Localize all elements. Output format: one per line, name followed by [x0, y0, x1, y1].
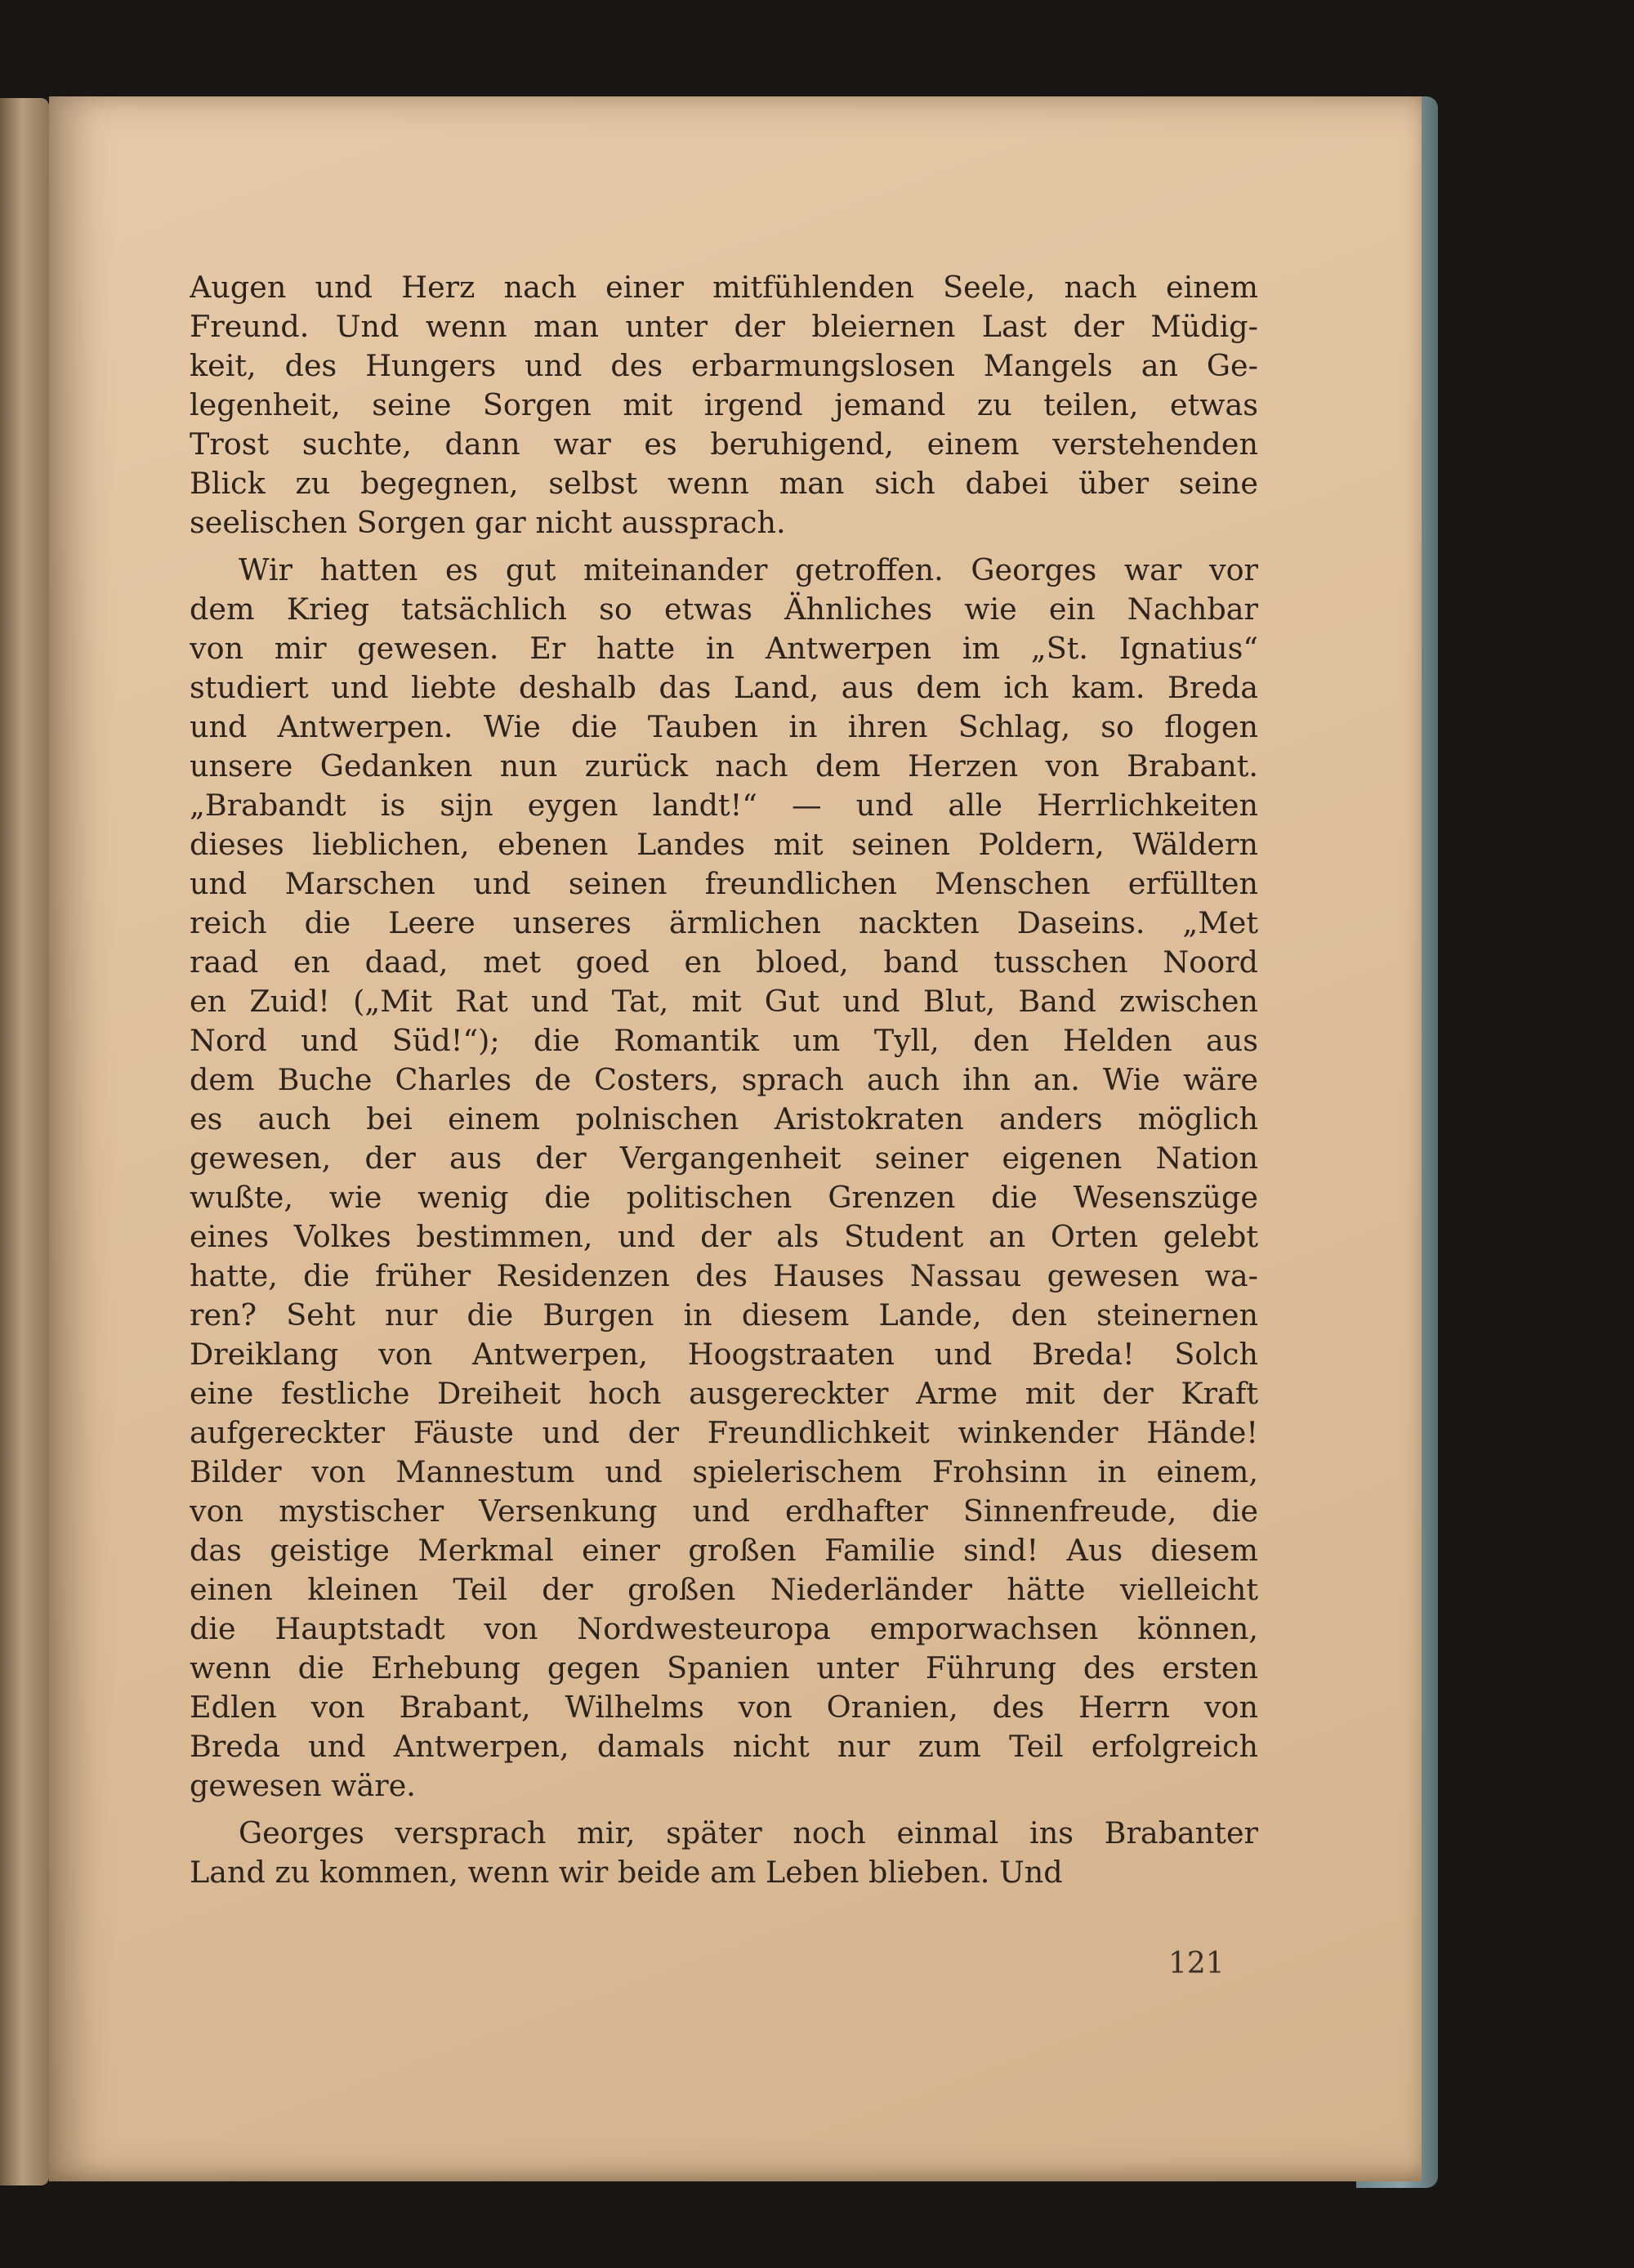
book-page — [49, 96, 1422, 2181]
text-line: Georges versprach mir, später noch einmal ins Brabanter — [239, 1815, 1258, 1851]
page-body-text — [190, 268, 1258, 1900]
text-line: das geistige Merkmal einer großen Familie sind! Aus diesem — [190, 1533, 1258, 1568]
text-line: studiert und liebte deshalb das Land, aus dem ich kam. Breda — [190, 670, 1258, 705]
text-line: eines Volkes bestimmen, und der als Student an Orten gelebt — [190, 1219, 1258, 1254]
text-line: gewesen wäre. — [190, 1768, 416, 1803]
text-line: Nord und Süd!“); die Romantik um Tyll, den Helden aus — [190, 1023, 1258, 1058]
text-line: Breda und Antwerpen, damals nicht nur zum Teil erfolgreich — [190, 1729, 1258, 1764]
text-line: keit, des Hungers und des erbarmungslosen Mangels an Ge- — [190, 348, 1258, 383]
text-line: es auch bei einem polnischen Aristokraten anders möglich — [190, 1101, 1258, 1136]
paragraph — [190, 551, 1258, 1806]
text-line: Land zu kommen, wenn wir beide am Leben blieben. Und — [190, 1855, 1063, 1890]
text-line: Augen und Herz nach einer mitfühlenden Seele, nach einem — [190, 270, 1258, 305]
text-line: wenn die Erhebung gegen Spanien unter Führung des ersten — [190, 1650, 1258, 1685]
text-line: unsere Gedanken nun zurück nach dem Herzen von Brabant. — [190, 748, 1258, 784]
text-line: die Hauptstadt von Nordwesteuropa emporwachsen können, — [190, 1611, 1258, 1646]
text-line: gewesen, der aus der Vergangenheit seiner eigenen Nation — [190, 1141, 1258, 1176]
text-line: ren? Seht nur die Burgen in diesem Lande, den steinernen — [190, 1297, 1258, 1333]
text-line: und Marschen und seinen freundlichen Menschen erfüllten — [190, 866, 1258, 901]
text-line: Dreiklang von Antwerpen, Hoogstraaten und Breda! Solch — [190, 1337, 1258, 1372]
text-line: aufgereckter Fäuste und der Freundlichkeit winkender Hände! — [190, 1415, 1258, 1450]
text-line: von mir gewesen. Er hatte in Antwerpen im „St. Ignatius“ — [190, 631, 1258, 666]
text-line: einen kleinen Teil der großen Niederländer hätte vielleicht — [190, 1572, 1258, 1607]
text-line: dem Buche Charles de Costers, sprach auch ihn an. Wie wäre — [190, 1062, 1258, 1097]
text-line: wußte, wie wenig die politischen Grenzen die Wesenszüge — [190, 1180, 1258, 1215]
text-line: reich die Leere unseres ärmlichen nackten Daseins. „Met — [190, 905, 1258, 940]
text-line: en Zuid! („Mit Rat und Tat, mit Gut und Blut, Band zwischen — [190, 984, 1258, 1019]
page-number: 121 — [1168, 1947, 1225, 1980]
text-line: seelischen Sorgen gar nicht aussprach. — [190, 505, 786, 540]
text-line: „Brabandt is sijn eygen landt!“ — und alle Herrlichkeiten — [190, 788, 1258, 823]
text-line: hatte, die früher Residenzen des Hauses Nassau gewesen wa- — [190, 1258, 1258, 1293]
text-line: Trost suchte, dann war es beruhigend, einem verstehenden — [190, 426, 1258, 462]
text-line: dem Krieg tatsächlich so etwas Ähnliches wie ein Nachbar — [190, 592, 1258, 627]
text-line: Edlen von Brabant, Wilhelms von Oranien, des Herrn von — [190, 1690, 1258, 1725]
text-line: Bilder von Mannestum und spielerischem Frohsinn in einem, — [190, 1454, 1258, 1489]
text-line: Blick zu begegnen, selbst wenn man sich dabei über seine — [190, 466, 1258, 501]
paragraph — [190, 268, 1258, 542]
text-line: von mystischer Versenkung und erdhafter Sinnenfreude, die — [190, 1493, 1258, 1529]
left-page-edge — [0, 98, 49, 2185]
text-line: legenheit, seine Sorgen mit irgend jemand zu teilen, etwas — [190, 387, 1258, 422]
text-line: und Antwerpen. Wie die Tauben in ihren Schlag, so flogen — [190, 709, 1258, 744]
text-line: Wir hatten es gut miteinander getroffen. Georges war vor — [239, 552, 1258, 587]
paragraph — [190, 1814, 1258, 1892]
text-line: dieses lieblichen, ebenen Landes mit seinen Poldern, Wäldern — [190, 827, 1258, 862]
text-line: Freund. Und wenn man unter der bleiernen Last der Müdig- — [190, 309, 1258, 344]
text-line: eine festliche Dreiheit hoch ausgereckter Arme mit der Kraft — [190, 1376, 1258, 1411]
text-line: raad en daad, met goed en bloed, band tusschen Noord — [190, 944, 1258, 980]
